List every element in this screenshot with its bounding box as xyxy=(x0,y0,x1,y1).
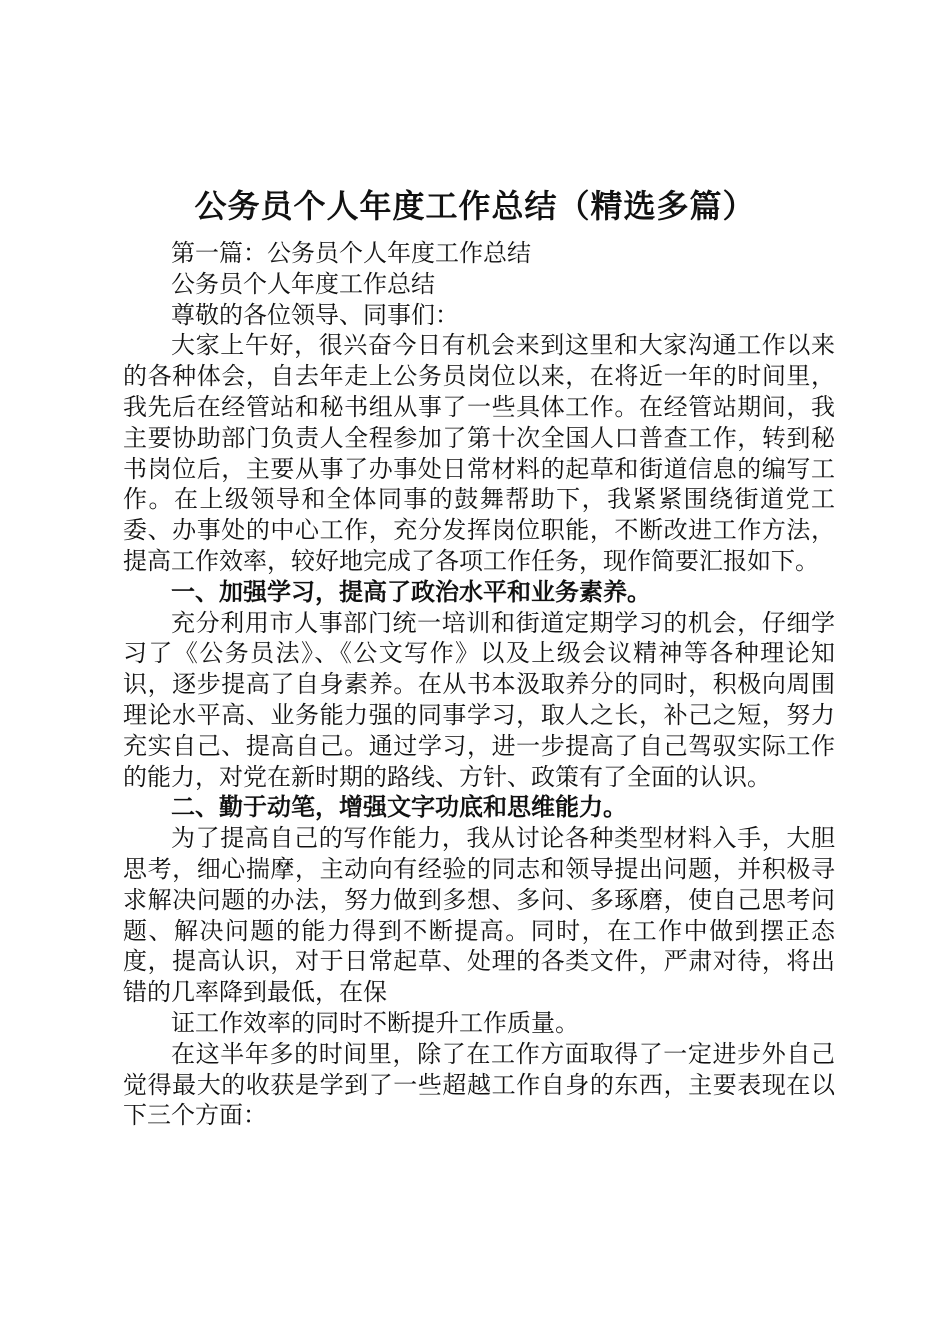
document-title: 公务员个人年度工作总结（精选多篇） xyxy=(194,187,756,225)
section-heading-2: 二、勤于动笔，增强文字功底和思维能力。 xyxy=(171,793,627,822)
salutation: 尊敬的各位领导、同事们： xyxy=(171,300,459,329)
paragraph: 在这半年多的时间里，除了在工作方面取得了一定进步外自己觉得最大的收获是学到了一些超越工作自身的东西，主要表现在以下三个方面： xyxy=(123,1039,835,1130)
paragraph: 为了提高自己的写作能力，我从讨论各种类型材料入手，大胆思考，细心揣摩，主动向有经验的同志和领导提出问题，并积极寻求解决问题的办法，努力做到多想、多问、多琢磨，使自己思考问题、解决问题的能力得到不断提高。同时，在工作中做到摆正态度，提高认识，对于日常起草、处理的各类文件，严肃对待，将出错的几率降到最低，在保 xyxy=(123,824,835,1007)
document-body xyxy=(123,238,835,1131)
paragraph: 证工作效率的同时不断提升工作质量。 xyxy=(171,1008,579,1037)
paragraph: 充分利用市人事部门统一培训和街道定期学习的机会，仔细学习了《公务员法》、《公文写作》以及上级会议精神等各种理论知识，逐步提高了自身素养。在从书本汲取养分的同时，积极向周围理论水平高、业务能力强的同事学习，取人之长，补己之短，努力充实自己、提高自己。通过学习，进一步提高了自己驾驭实际工作的能力，对党在新时期的路线、方针、政策有了全面的认识。 xyxy=(123,608,835,791)
subtitle: 公务员个人年度工作总结 xyxy=(171,269,435,298)
section-heading-1: 一、加强学习，提高了政治水平和业务素养。 xyxy=(171,577,651,606)
paragraph: 大家上午好，很兴奋今日有机会来到这里和大家沟通工作以来的各种体会，自去年走上公务员岗位以来，在将近一年的时间里，我先后在经管站和秘书组从事了一些具体工作。在经管站期间，我主要协助部门负责人全程参加了第十次全国人口普查工作，转到秘书岗位后，主要从事了办事处日常材料的起草和街道信息的编写工作。在上级领导和全体同事的鼓舞帮助下，我紧紧围绕街道党工委、办事处的中心工作，充分发挥岗位职能，不断改进工作方法，提高工作效率，较好地完成了各项工作任务，现作简要汇报如下。 xyxy=(123,331,835,575)
section-heading: 第一篇：公务员个人年度工作总结 xyxy=(171,239,531,267)
